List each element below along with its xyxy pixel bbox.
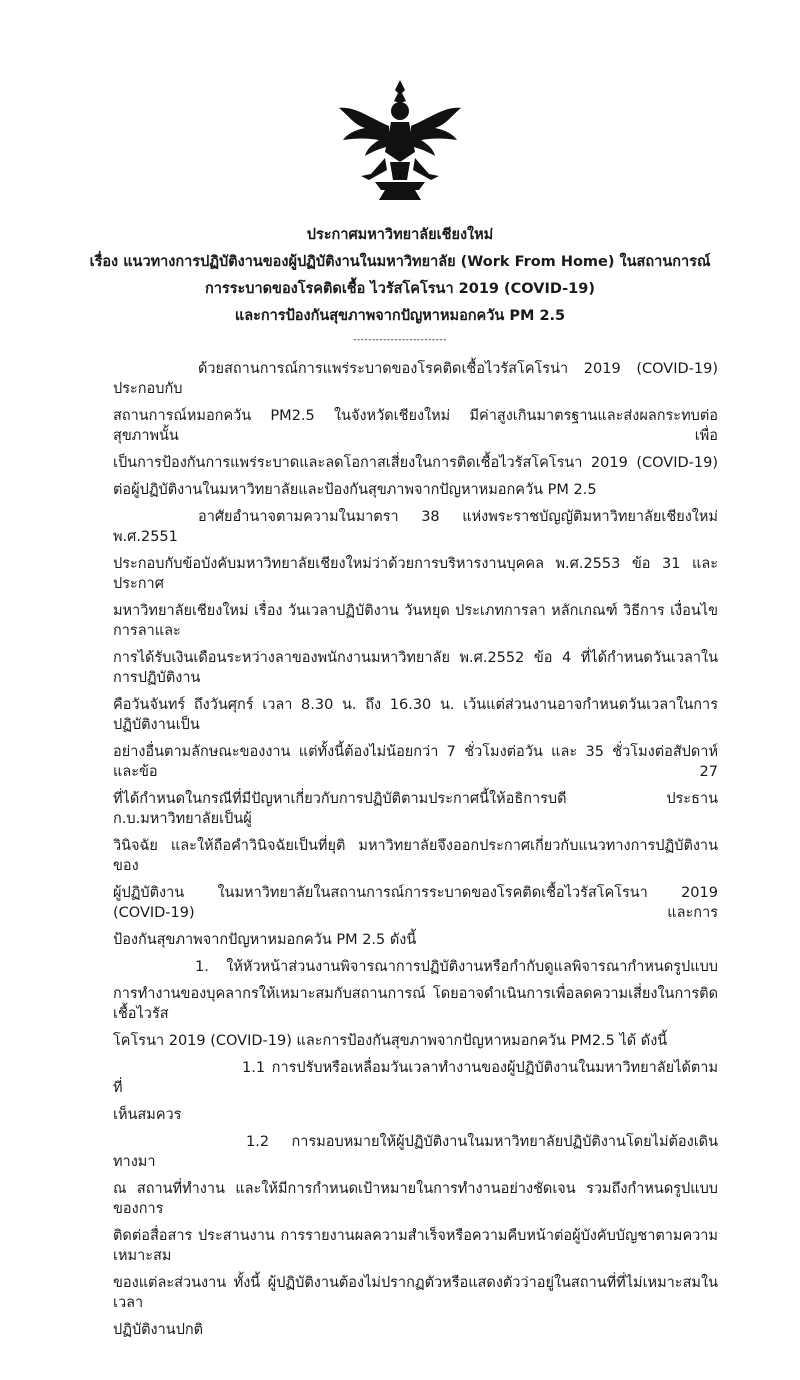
body-line: การได้รับเงินเดือนระหว่างลาของพนักงานมหาวิทยาลัย พ.ศ.2552 ข้อ 4 ที่ได้กำหนดวันเวลาในการปฏิบัติงาน [113, 650, 718, 686]
body-line: ผู้ปฏิบัติงาน ในมหาวิทยาลัยในสถานการณ์การระบาดของโรคติดเชื้อไวรัสโคโรนา 2019 (COVID-19) และการ [113, 885, 718, 921]
body-line: เป็นการป้องกันการแพร่ระบาดและลดโอกาสเสี่ยงในการติดเชื้อไวรัสโคโรนา 2019 (COVID-19) [113, 455, 718, 471]
body-line: 1.1 การปรับหรือเหลื่อมวันเวลาทำงานของผู้ปฏิบัติงานในมหาวิทยาลัยได้ตามที่ [113, 1060, 718, 1096]
announcement-title: ประกาศมหาวิทยาลัยเชียงใหม่ [306, 227, 494, 243]
body-line: อย่างอื่นตามลักษณะของงาน แต่ทั้งนี้ต้องไม่น้อยกว่า 7 ชั่วโมงต่อวัน และ 35 ชั่วโมงต่อสัปดาห์ และข้อ 27 [113, 744, 718, 780]
subject-line-2: การระบาดของโรคติดเชื้อ ไวรัสโคโรนา 2019 (COVID-19) [204, 281, 595, 297]
body-line: 1. ให้หัวหน้าส่วนงานพิจารณาการปฏิบัติงานหรือกำกับดูแลพิจารณากำหนดรูปแบบ [195, 959, 718, 975]
body-line: อาศัยอำนาจตามความในมาตรา 38 แห่งพระราชบัญญัติมหาวิทยาลัยเชียงใหม่ พ.ศ.2551 [113, 509, 718, 545]
body-line: ป้องกันสุขภาพจากปัญหาหมอกควัน PM 2.5 ดังนี้ [113, 932, 417, 948]
body-line: ต่อผู้ปฏิบัติงานในมหาวิทยาลัยและป้องกันสุขภาพจากปัญหาหมอกควัน PM 2.5 [113, 482, 597, 498]
body-line: วินิจฉัย และให้ถือคำวินิจฉัยเป็นที่ยุติ มหาวิทยาลัยจึงออกประกาศเกี่ยวกับแนวทางการปฏิบัติงานของ [113, 838, 718, 874]
body-line: ปฏิบัติงานปกติ [113, 1322, 204, 1338]
body-line: 1.2 การมอบหมายให้ผู้ปฏิบัติงานในมหาวิทยาลัยปฏิบัติงานโดยไม่ต้องเดินทางมา [113, 1134, 718, 1170]
document-body [113, 359, 718, 1340]
separator: ------------------------- [353, 335, 447, 345]
body-line: ติดต่อสื่อสาร ประสานงาน การรายงานผลความสำเร็จหรือความคืบหน้าต่อผู้บังคับบัญชาตามความเหมาะสม [113, 1228, 718, 1264]
body-line: ณ สถานที่ทำงาน และให้มีการกำหนดเป้าหมายในการทำงานอย่างชัดเจน รวมถึงกำหนดรูปแบบของการ [113, 1181, 718, 1217]
body-line: เห็นสมควร [113, 1107, 182, 1123]
body-line: มหาวิทยาลัยเชียงใหม่ เรื่อง วันเวลาปฏิบัติงาน วันหยุด ประเภทการลา หลักเกณฑ์ วิธีการ เงื่อนไขการลาและ [113, 603, 718, 639]
body-line: โคโรนา 2019 (COVID-19) และการป้องกันสุขภาพจากปัญหาหมอกควัน PM2.5 ได้ ดังนี้ [113, 1033, 668, 1049]
body-line: ที่ได้กำหนดในกรณีที่มีปัญหาเกี่ยวกับการปฏิบัติตามประกาศนี้ให้อธิการบดี ประธาน ก.บ.มหาวิทยาลัยเป็นผู้ [113, 791, 718, 827]
body-line: สถานการณ์หมอกควัน PM2.5 ในจังหวัดเชียงใหม่ มีค่าสูงเกินมาตรฐานและส่งผลกระทบต่อสุขภาพนั้น เพื่อ [113, 408, 718, 444]
subject-line-3: และการป้องกันสุขภาพจากปัญหาหมอกควัน PM 2.5 [234, 308, 566, 324]
body-line: คือวันจันทร์ ถึงวันศุกร์ เวลา 8.30 น. ถึง 16.30 น. เว้นแต่ส่วนงานอาจกำหนดวันเวลาในการปฏิบัติงานเป็น [113, 697, 718, 733]
subject-line-1: เรื่อง แนวทางการปฏิบัติงานของผู้ปฏิบัติงานในมหาวิทยาลัย (Work From Home) ในสถานการณ์ [89, 254, 711, 270]
announcement-header [0, 225, 800, 347]
body-line: ของแต่ละส่วนงาน ทั้งนี้ ผู้ปฏิบัติงานต้องไม่ปรากฏตัวหรือแสดงตัวว่าอยู่ในสถานที่ที่ไม่เหมาะสมในเวลา [113, 1275, 718, 1311]
body-line: ด้วยสถานการณ์การแพร่ระบาดของโรคติดเชื้อไวรัสโคโรน่า 2019 (COVID-19) ประกอบกับ [113, 361, 718, 397]
garuda-emblem [335, 78, 465, 203]
body-line: ประกอบกับข้อบังคับมหาวิทยาลัยเชียงใหม่ว่าด้วยการบริหารงานบุคคล พ.ศ.2553 ข้อ 31 และประกาศ [113, 556, 718, 592]
body-line: การทำงานของบุคลากรให้เหมาะสมกับสถานการณ์ โดยอาจดำเนินการเพื่อลดความเสี่ยงในการติดเชื้อไวรัส [113, 986, 718, 1022]
